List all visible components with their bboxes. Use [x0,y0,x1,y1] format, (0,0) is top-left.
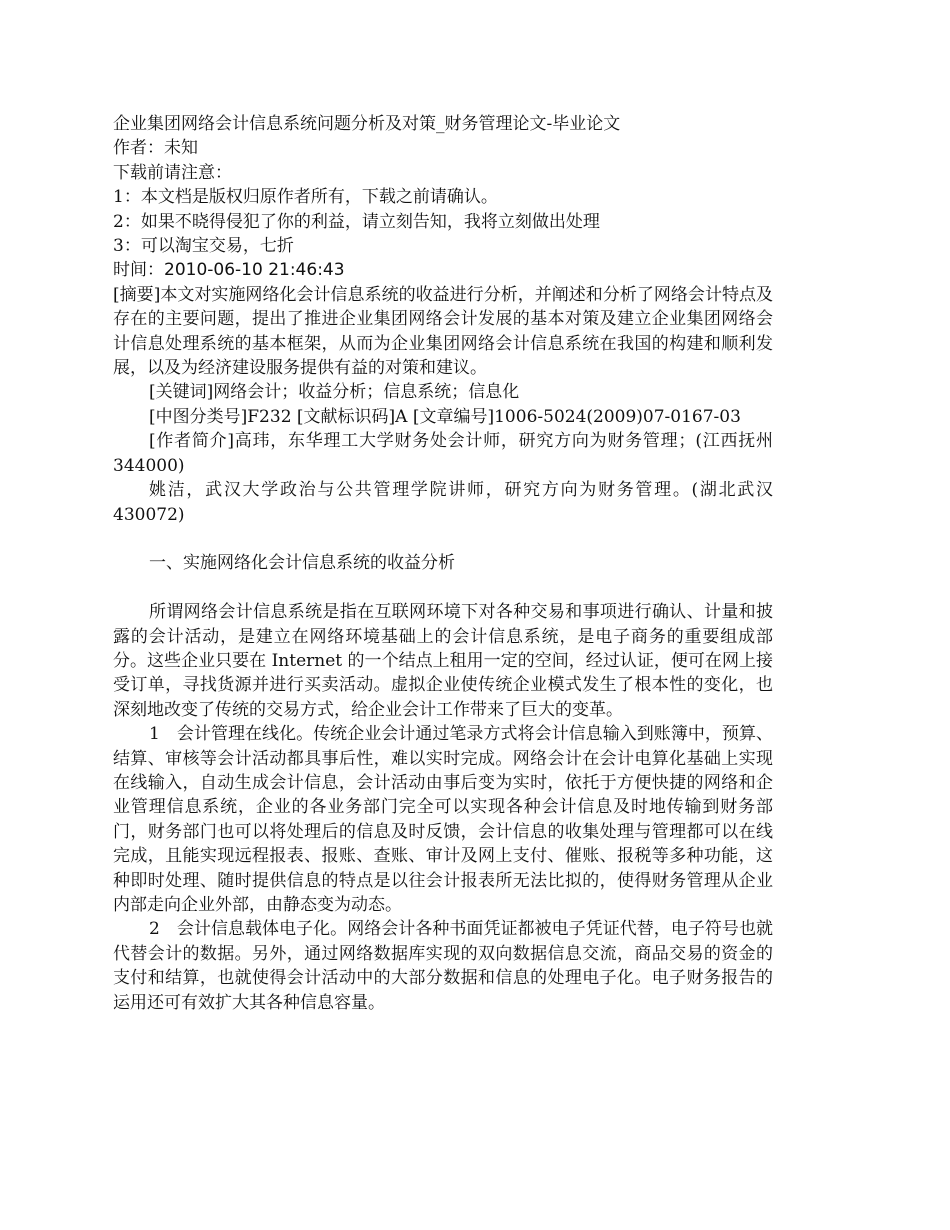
author-line: 作者：未知 [113,138,198,159]
author-bio-1: [作者简介]高玮，东华理工大学财务处会计师，研究方向为财务管理；(江西抚州 344000) [113,431,773,476]
timestamp: 时间：2010-06-10 21:46:43 [113,260,345,281]
notice-heading: 下载前请注意： [113,162,232,183]
abstract-paragraph: [摘要]本文对实施网络化会计信息系统的收益进行分析，并阐述和分析了网络会计特点及存在的主要问题，提出了推进企业集团网络会计发展的基本对策及建立企业集团网络会计信息处理系统的基本框架，从而为企业集团网络会计信息系统在我国的构建和顺利发展，以及为经济建设服务提供有益的对策和建议。 [113,284,773,379]
notice-item-2: 2：如果不晓得侵犯了你的利益，请立刻告知，我将立刻做出处理 [113,211,600,232]
blank-line [113,527,773,551]
blank-line [113,576,773,600]
classification-paragraph: [中图分类号]F232 [文献标识码]A [文章编号]1006-5024(2009)07-0167-03 [149,406,741,427]
notice-item-3: 3：可以淘宝交易，七折 [113,236,294,257]
point-2-paragraph: 2 会计信息载体电子化。网络会计各种书面凭证都被电子凭证代替，电子符号也就代替会计的数据。另外，通过网络数据库实现的双向数据信息交流，商品交易的资金的支付和结算，也就使得会计活动中的大部分数据和信息的处理电子化。电子财务报告的运用还可有效扩大其各种信息容量。 [113,919,773,1013]
author-bio-2: 姚洁，武汉大学政治与公共管理学院讲师，研究方向为财务管理。(湖北武汉 430072) [113,480,773,525]
section-intro-paragraph: 所谓网络会计信息系统是指在互联网环境下对各种交易和事项进行确认、计量和披露的会计活动，是建立在网络环境基础上的会计信息系统，是电子商务的重要组成部分。这些企业只要在 Internet 的一个结点上租用一定的空间，经过认证，便可在网上接受订单，寻找货源并进行买卖活动。虚拟企业使传统企业模式发生了根本性的变化，也深刻地改变了传统的交易方式，给企业会计工作带来了巨大的变革。 [113,602,773,720]
keywords-paragraph: [关键词]网络会计；收益分析；信息系统；信息化 [149,382,520,403]
point-1-paragraph: 1 会计管理在线化。传统企业会计通过笔录方式将会计信息输入到账簿中，预算、结算、审核等会计活动都具事后性，难以实时完成。网络会计在会计电算化基础上实现在线输入，自动生成会计信息，会计活动由事后变为实时，依托于方便快捷的网络和企业管理信息系统，企业的各业务部门完全可以实现各种会计信息及时地传输到财务部门，财务部门也可以将处理后的信息及时反馈，会计信息的收集处理与管理都可以在线完成，且能实现远程报表、报账、查账、审计及网上支付、催账、报税等多种功能，这种即时处理、随时提供信息的特点是以往会计报表所无法比拟的，使得财务管理从企业内部走向企业外部，由静态变为动态。 [113,724,773,915]
document-body [113,112,773,1015]
document-title: 企业集团网络会计信息系统问题分析及对策_财务管理论文-毕业论文 [113,114,621,134]
section-heading: 一、实施网络化会计信息系统的收益分析 [149,553,455,574]
notice-item-1: 1：本文档是版权归原作者所有，下载之前请确认。 [113,187,498,208]
